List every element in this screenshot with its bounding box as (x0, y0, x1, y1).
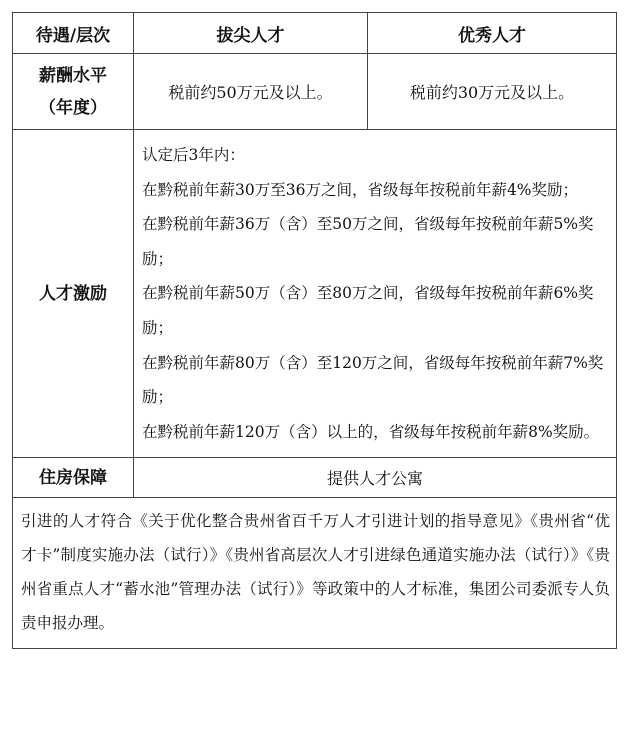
talent-benefits-table (12, 12, 617, 649)
note-row (13, 498, 617, 649)
salary-label-line2: （年度） (39, 97, 107, 118)
salary-label (13, 54, 134, 130)
incentive-content (134, 130, 617, 458)
header-row (13, 13, 617, 54)
incentive-intro: 认定后3年内： (142, 146, 245, 164)
incentive-item: 在黔税前年薪80万（含）至120万之间，省级每年按税前年薪7%奖励； (142, 353, 604, 407)
incentive-item: 在黔税前年薪120万（含）以上的，省级每年按税前年薪8%奖励。 (142, 422, 600, 441)
housing-value: 提供人才公寓 (134, 458, 617, 498)
incentive-row (13, 130, 617, 458)
header-top-talent: 拔尖人才 (134, 13, 368, 54)
incentive-item: 在黔税前年薪50万（含）至80万之间，省级每年按税前年薪6%奖励； (142, 284, 594, 337)
housing-label: 住房保障 (13, 458, 134, 498)
salary-top-talent: 税前约50万元及以上。 (134, 54, 368, 130)
salary-row (13, 54, 617, 130)
incentive-label: 人才激励 (13, 130, 134, 458)
incentive-item: 在黔税前年薪30万至36万之间，省级每年按税前年薪4%奖励； (142, 180, 579, 199)
header-treatment-level: 待遇/层次 (13, 13, 134, 54)
salary-label-line1: 薪酬水平 (39, 65, 107, 86)
housing-row (13, 458, 617, 498)
policy-note: 引进的人才符合《关于优化整合贵州省百千万人才引进计划的指导意见》《贵州省“优才卡”制度实施办法（试行）》《贵州省高层次人才引进绿色通道实施办法（试行）》《贵州省重点人才“蓄水池”管理办法（试行）》等政策中的人才标准，集团公司委派专人负责申报办理。 (13, 498, 617, 649)
header-excellent-talent: 优秀人才 (368, 13, 617, 54)
incentive-item: 在黔税前年薪36万（含）至50万之间，省级每年按税前年薪5%奖励； (142, 215, 594, 268)
salary-excellent-talent: 税前约30万元及以上。 (368, 54, 617, 130)
